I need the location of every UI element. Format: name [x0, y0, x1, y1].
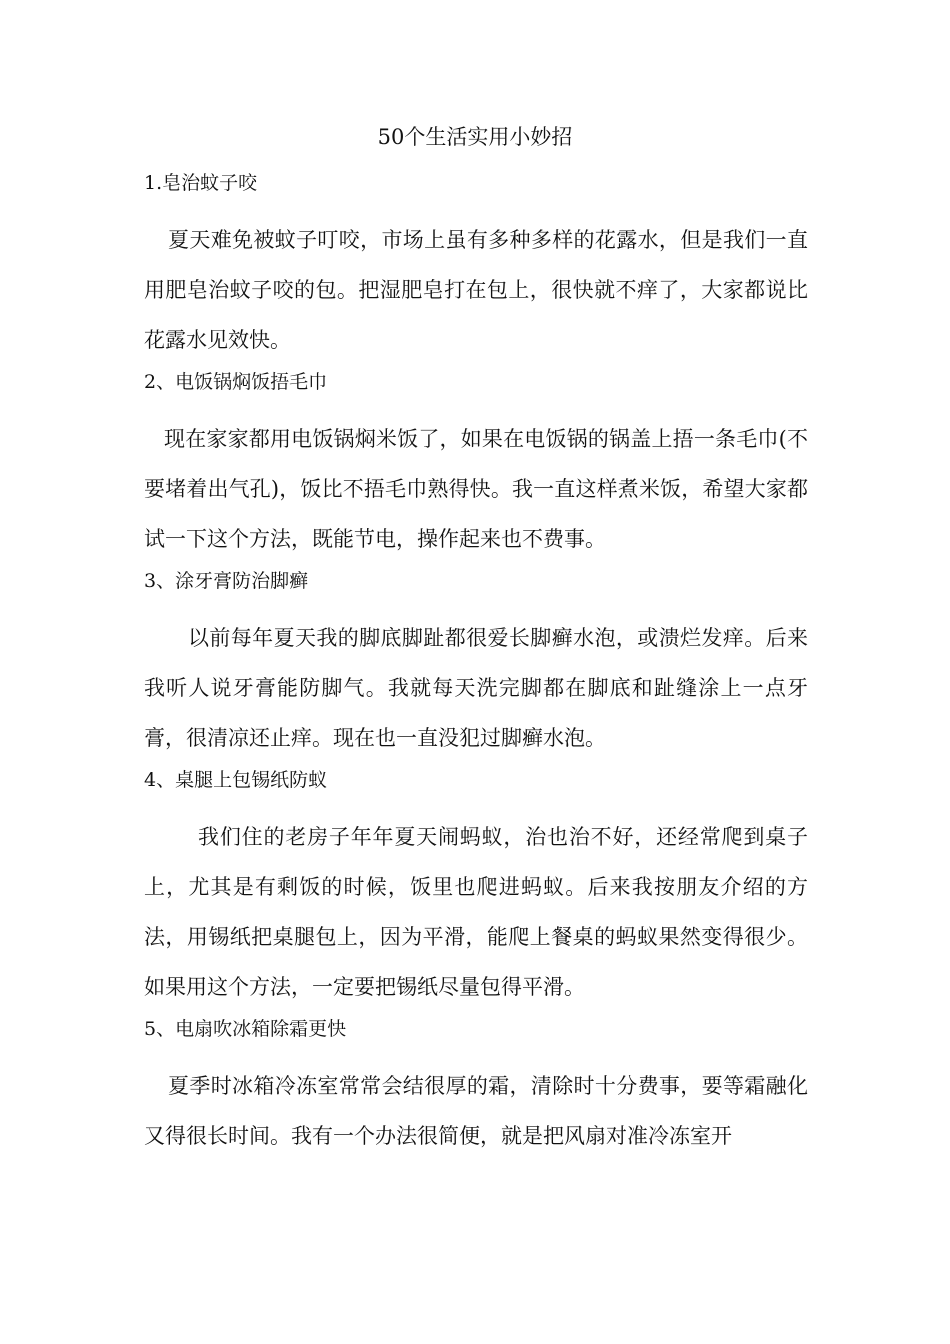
- section-heading-4: 4、桌腿上包锡纸防蚁: [144, 769, 328, 791]
- section-paragraph-4: 我们住的老房子年年夏天闹蚂蚁，治也治不好，还经常爬到桌子上，尤其是有剩饭的时候，饭里也爬进蚂蚁。后来我按朋友介绍的方法，用锡纸把桌腿包上，因为平滑，能爬上餐桌的蚂蚁果然变得很少。如果用这个方法，一定要把锡纸尽量包得平滑。: [144, 825, 808, 999]
- section-heading-1: 1.皂治蚊子咬: [144, 172, 258, 194]
- section-heading-5: 5、电扇吹冰箱除霜更快: [144, 1018, 347, 1040]
- section-paragraph-3: 以前每年夏天我的脚底脚趾都很爱长脚癣水泡，或溃烂发痒。后来我听人说牙膏能防脚气。我就每天洗完脚都在脚底和趾缝涂上一点牙膏，很清凉还止痒。现在也一直没犯过脚癣水泡。: [144, 626, 808, 750]
- section-paragraph-2: 现在家家都用电饭锅焖米饭了，如果在电饭锅的锅盖上捂一条毛巾(不要堵着出气孔)，饭比不捂毛巾熟得快。我一直这样煮米饭，希望大家都试一下这个方法，既能节电，操作起来也不费事。: [144, 427, 808, 551]
- section-heading-3: 3、涂牙膏防治脚癣: [144, 570, 309, 592]
- page-title: 50个生活实用小妙招: [377, 125, 573, 149]
- document-body: [144, 168, 808, 1163]
- section-heading-2: 2、电饭锅焖饭捂毛巾: [144, 371, 328, 393]
- section-paragraph-1: 夏天难免被蚊子叮咬，市场上虽有多种多样的花露水，但是我们一直用肥皂治蚊子咬的包。把湿肥皂打在包上，很快就不痒了，大家都说比花露水见效快。: [144, 228, 808, 352]
- section-paragraph-5: 夏季时冰箱冷冻室常常会结很厚的霜，清除时十分费事，要等霜融化又得很长时间。我有一个办法很简便，就是把风扇对准冷冻室开: [144, 1074, 808, 1148]
